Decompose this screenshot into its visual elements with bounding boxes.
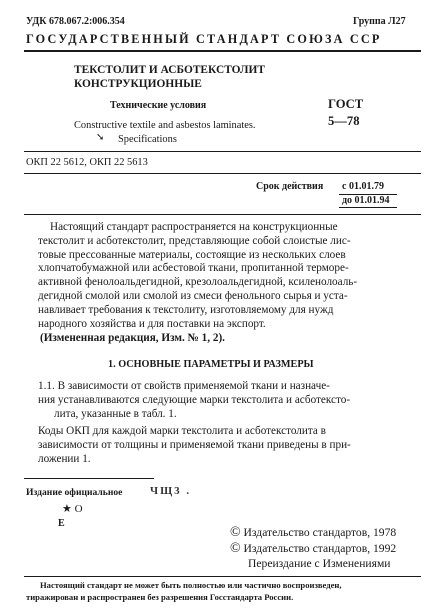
intro-line: хлопчатобумажной или асбестовой ткани, пропитанной терморе- (38, 262, 349, 275)
udk-code: УДК 678.067.2:006.354 (26, 16, 125, 27)
document-title-line2: КОНСТРУКЦИОННЫЕ (74, 78, 202, 90)
okp-line: Коды ОКП для каждой марки текстолита и асботекстолита в (38, 425, 326, 437)
intro-line: народного хозяйства и для поставки на экспорт. (38, 317, 266, 330)
copyright-symbol-icon: © (230, 541, 241, 556)
validity-to: до 01.01.94 (342, 195, 390, 206)
intro-line: дегидной смолой или смолой из смеси фенольного сырья и уста- (38, 289, 348, 302)
okp-codes-paragraph (38, 425, 408, 466)
validity-label: Срок действия (256, 181, 324, 192)
title-bottom-rule (24, 151, 421, 152)
body-top-rule (24, 214, 421, 215)
clause-line: лита, указанные в табл. 1. (54, 407, 177, 420)
intro-line: активной фенолоальдегидной, крезолоальдегидной, ксиленолоаль- (38, 276, 358, 289)
copyright-notice-line2: тиражирован и распространен без разрешения Госстандарта России. (26, 592, 294, 602)
english-title-line1: Constructive textile and asbestos laminates. (74, 120, 256, 131)
e-mark: Е (58, 518, 65, 529)
notice-rule (24, 576, 421, 577)
clause-1-1 (38, 380, 408, 421)
document-subtitle: Технические условия (110, 100, 207, 111)
copyright-notice-line1: Настоящий стандарт не может быть полностью или частично воспроизведен, (40, 580, 342, 590)
clause-line: ния устанавливаются следующие марки текстолита и асботексто- (38, 393, 351, 406)
quill-mark: ➘ (96, 132, 105, 143)
copyright-symbol-icon: © (230, 525, 241, 540)
intro-line: товые прессованные материалы, состоящие из нескольких слоев (38, 248, 346, 261)
intro-paragraph (38, 221, 408, 331)
copyright-text: Издательство стандартов, 1992 (243, 542, 397, 555)
banner-rule (24, 50, 421, 52)
footer-rule (24, 478, 154, 479)
okp-rule (24, 173, 421, 174)
intro-line: навливает требования к текстолиту, изготовляемому для нужд (38, 303, 334, 316)
gost-label: ГОСТ (328, 97, 364, 111)
validity-to-underline (339, 207, 397, 208)
copyright-line-1 (230, 525, 396, 541)
star-mark: ★ О (62, 503, 83, 515)
clause-line: 1.1. В зависимости от свойств применяемой ткани и назначе- (38, 380, 330, 392)
amendment-note: (Измененная редакция, Изм. № 1, 2). (40, 332, 225, 344)
okp-line: ложении 1. (38, 452, 91, 465)
gost-number: 5—78 (328, 114, 360, 128)
english-title-line2: Specifications (118, 134, 177, 145)
section-1-title: 1. ОСНОВНЫЕ ПАРАМЕТРЫ И РАЗМЕРЫ (108, 359, 314, 370)
reprint-note: Переиздание с Изменениями (248, 557, 391, 570)
validity-from: с 01.01.79 (342, 181, 384, 192)
okp-codes: ОКП 22 5612, ОКП 22 5613 (26, 157, 148, 168)
copyright-line-2 (230, 541, 396, 557)
intro-line: Настоящий стандарт распространяется на конструкционные (50, 221, 338, 233)
intro-line: текстолит и асботекстолит, представляющие собой слоистые лис- (38, 234, 351, 247)
group-code: Группа Л27 (353, 16, 406, 27)
official-edition-label: Издание официальное (26, 487, 123, 498)
copyright-text: Издательство стандартов, 1978 (243, 526, 397, 539)
document-title-line1: ТЕКСТОЛИТ И АСБОТЕКСТОЛИТ (74, 64, 265, 76)
okp-line: зависимости от толщины и применяемой ткани приведены в при- (38, 438, 351, 451)
state-standard-banner: ГОСУДАРСТВЕННЫЙ СТАНДАРТ СОЮЗА ССР (26, 32, 382, 46)
stamp-text: ЧЩ3 . (150, 485, 192, 497)
